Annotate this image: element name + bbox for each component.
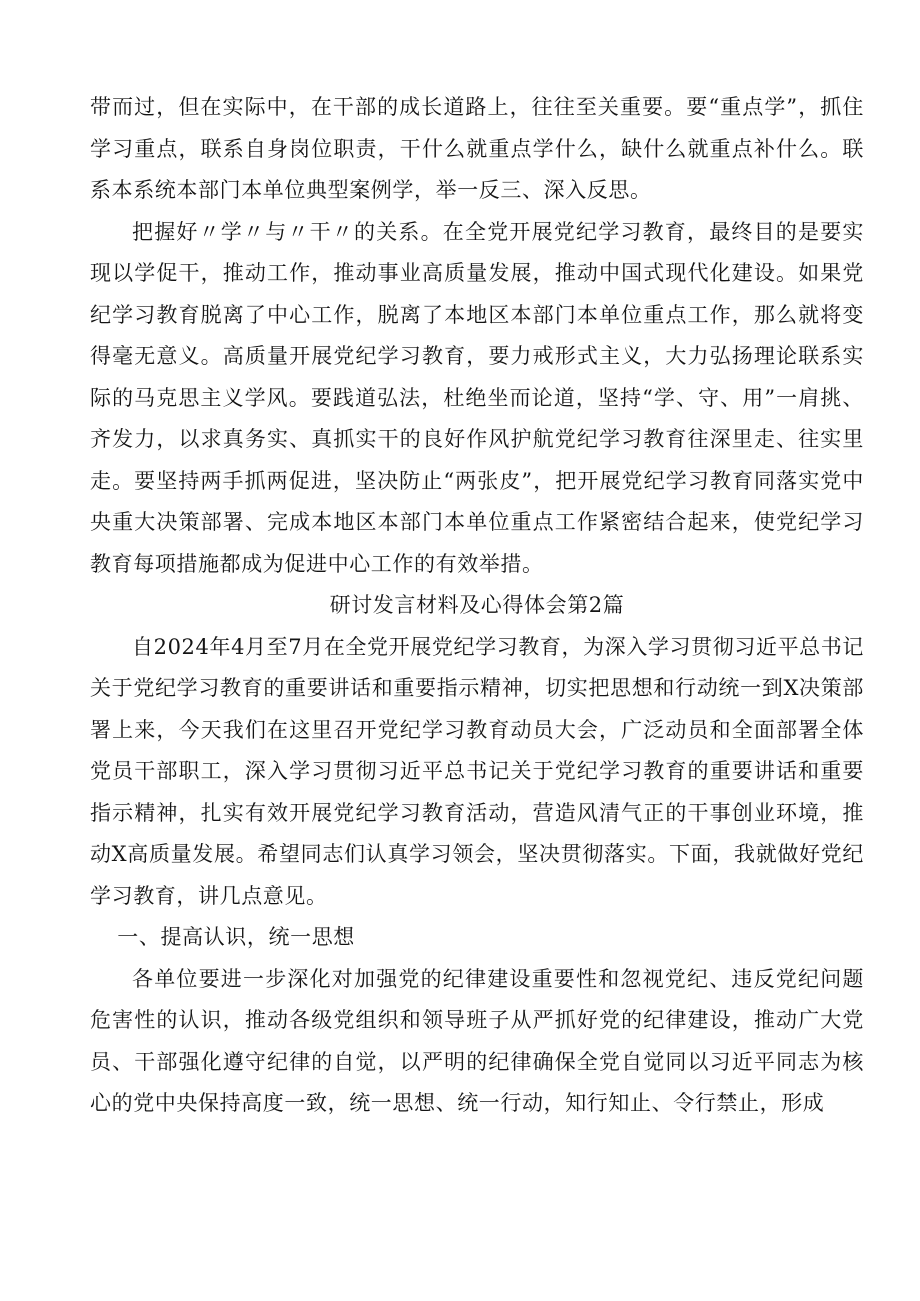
paragraph-continuation: 带而过，但在实际中，在干部的成长道路上，往往至关重要。要“重点学”，抓住学习重点，联系自身岗位职责，干什么就重点学什么，缺什么就重点补什么。联系本系统本部门本单位典型案例学，举一反三、深入反思。 bbox=[90, 95, 864, 202]
paragraph-study-and-work: 把握好〃学〃与〃干〃的关系。在全党开展党纪学习教育，最终目的是要实现以学促干，推动工作，推动事业高质量发展，推动中国式现代化建设。如果党纪学习教育脱离了中心工作，脱离了本地区本部门本单位重点工作，那么就将变得毫无意义。高质量开展党纪学习教育，要力戒形式主义，大力弘扬理论联系实际的马克思主义学风。要践道弘法，杜绝坐而论道，坚持“学、守、用”一肩挑、齐发力，以求真务实、真抓实干的良好作风护航党纪学习教育往深里走、往实里走。要坚持两手抓两促进，坚决防止“两张皮”，把开展党纪学习教育同落实党中央重大决策部署、完成本地区本部门本单位重点工作紧密结合起来，使党纪学习教育每项措施都成为促进中心工作的有效举措。 bbox=[90, 219, 864, 576]
paragraph-section-one: 各单位要进一步深化对加强党的纪律建设重要性和忽视党纪、违反党纪问题危害性的认识，推动各级党组织和领导班子从严抓好党的纪律建设，推动广大党员、干部强化遵守纪律的自觉，以严明的纪律确保全党自觉同以习近平同志为核心的党中央保持高度一致，统一思想、统一行动，知行知止、令行禁止，形成 bbox=[90, 966, 864, 1115]
document-body bbox=[90, 87, 864, 1125]
section-heading-one: 一、提高认识，统一思想 bbox=[117, 925, 355, 949]
article-heading: 研讨发言材料及心得体会第2篇 bbox=[329, 593, 625, 617]
paragraph-introduction: 自2024年4月至7月在全党开展党纪学习教育，为深入学习贯彻习近平总书记关于党纪学习教育的重要讲话和重要指示精神，切实把思想和行动统一到X决策部署上来，今天我们在这里召开党纪学习教育动员大会，广泛动员和全面部署全体党员干部职工，深入学习贯彻习近平总书记关于党纪学习教育的重要讲话和重要指示精神，扎实有效开展党纪学习教育活动，营造风清气正的干事创业环境，推动X高质量发展。希望同志们认真学习领会，坚决贯彻落实。下面，我就做好党纪学习教育，讲几点意见。 bbox=[90, 634, 864, 908]
